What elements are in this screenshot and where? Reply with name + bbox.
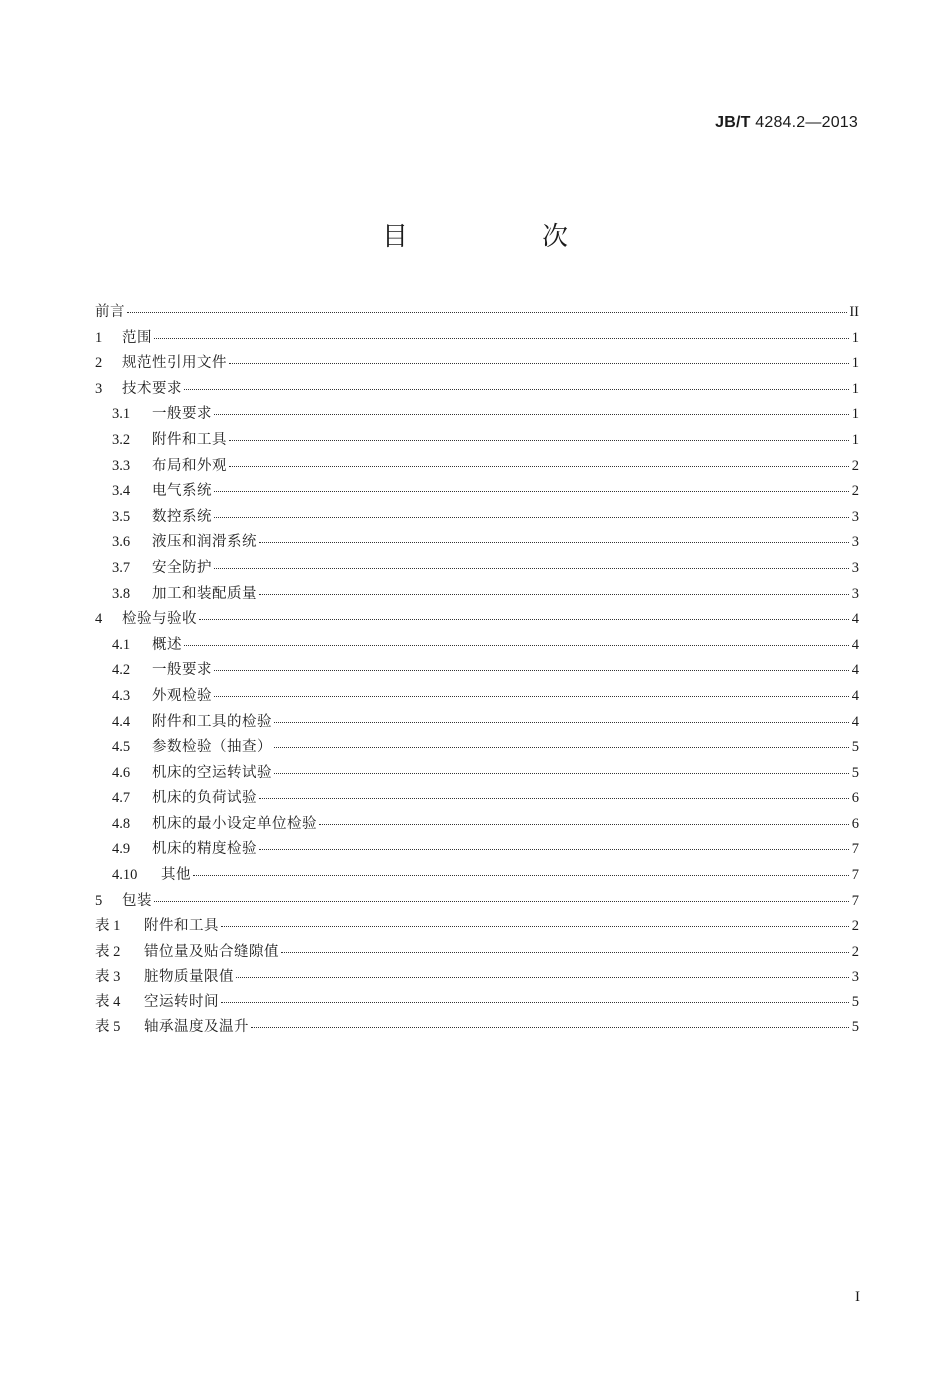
toc-entry-number: 3.5 — [112, 508, 131, 525]
toc-entry-label: 电气系统 — [152, 483, 212, 500]
toc-entry[interactable] — [95, 351, 859, 377]
toc-entry-label: 一般要求 — [152, 662, 212, 679]
toc-entry-label: 其他 — [161, 867, 191, 884]
dot-leader — [259, 849, 849, 850]
toc-entry[interactable] — [95, 428, 859, 454]
toc-entry[interactable] — [95, 633, 859, 659]
toc-entry-page: 2 — [851, 483, 859, 500]
toc-entry-page: 5 — [851, 994, 859, 1011]
toc-entry[interactable] — [95, 377, 859, 403]
page-title: 目 次 — [381, 222, 622, 252]
toc-entry-label: 附件和工具 — [144, 918, 219, 935]
toc-entry[interactable] — [95, 326, 859, 352]
dot-leader — [274, 722, 849, 723]
toc-entry[interactable] — [95, 761, 859, 787]
dot-leader — [184, 645, 849, 646]
toc-entry-page: 5 — [851, 739, 859, 756]
toc-entry-page: 1 — [851, 355, 859, 372]
dot-leader — [221, 1002, 849, 1003]
toc-table-entry[interactable] — [95, 940, 859, 965]
page-number: I — [855, 1289, 860, 1305]
toc-entry-label: 概述 — [152, 636, 182, 653]
toc-entry-page: 1 — [851, 431, 859, 448]
toc-entry-number: 表 1 — [95, 918, 121, 935]
toc-entry-number: 表 3 — [95, 968, 121, 985]
dot-leader — [127, 312, 847, 313]
toc-entry[interactable] — [95, 735, 859, 761]
toc-entry-number: 3.4 — [112, 483, 131, 500]
toc-entry-page: 2 — [851, 457, 859, 474]
toc-entry-label: 包装 — [122, 892, 152, 909]
standard-number: 4284.2—2013 — [755, 114, 858, 131]
dot-leader — [221, 926, 849, 927]
toc-entry-page: 3 — [851, 559, 859, 576]
toc-entry-page: 4 — [851, 662, 859, 679]
dot-leader — [214, 670, 849, 671]
dot-leader — [259, 594, 849, 595]
toc-entry[interactable] — [95, 505, 859, 531]
dot-leader — [281, 952, 849, 953]
toc-entry-number: 4.5 — [112, 739, 131, 756]
toc-entry-page: 6 — [851, 815, 859, 832]
toc-entry[interactable] — [95, 863, 859, 889]
toc-entry-label: 布局和外观 — [152, 457, 227, 474]
toc-entry-number: 4.9 — [112, 841, 131, 858]
toc-entry-page: 4 — [851, 713, 859, 730]
toc-entry-page: 1 — [851, 380, 859, 397]
toc-entry-number: 3.8 — [112, 585, 131, 602]
toc-entry-label: 附件和工具的检验 — [152, 713, 272, 730]
dot-leader — [214, 517, 849, 518]
toc-entry-page: 5 — [851, 764, 859, 781]
dot-leader — [319, 824, 849, 825]
toc-entry-page: 2 — [851, 943, 859, 960]
dot-leader — [229, 440, 849, 441]
toc-entry-page: 1 — [851, 329, 859, 346]
toc-entry-page: 2 — [851, 918, 859, 935]
toc-entry-label: 检验与验收 — [122, 611, 197, 628]
toc-entry[interactable] — [95, 454, 859, 480]
toc-entry-page: 5 — [851, 1019, 859, 1036]
toc-entry-label: 参数检验（抽查） — [152, 739, 272, 756]
toc-entry-page: 3 — [851, 968, 859, 985]
toc-entry-number: 4.4 — [112, 713, 131, 730]
toc-entry-number: 1 — [95, 329, 103, 346]
toc-entry-label: 规范性引用文件 — [122, 355, 227, 372]
toc-entry-label: 机床的负荷试验 — [152, 790, 257, 807]
toc-entry-label: 范围 — [122, 329, 152, 346]
toc-table-entry[interactable] — [95, 914, 859, 939]
toc-entry-label: 空运转时间 — [144, 994, 219, 1011]
toc-entry[interactable] — [95, 402, 859, 428]
dot-leader — [251, 1027, 849, 1028]
toc-entry-label: 附件和工具 — [152, 431, 227, 448]
toc-entry-number: 表 4 — [95, 994, 121, 1011]
toc-entry-number: 4.1 — [112, 636, 131, 653]
toc-entry-label: 机床的精度检验 — [152, 841, 257, 858]
toc-entry-label: 轴承温度及温升 — [144, 1019, 249, 1036]
toc-entry-number: 3.2 — [112, 431, 131, 448]
toc-entry-page: 3 — [851, 508, 859, 525]
dot-leader — [184, 389, 849, 390]
toc-entry-number: 4.8 — [112, 815, 131, 832]
toc-entry-number: 4.6 — [112, 764, 131, 781]
toc-entry-label: 数控系统 — [152, 508, 212, 525]
standard-prefix: JB/T — [715, 114, 751, 131]
dot-leader — [229, 363, 849, 364]
toc-entry[interactable] — [95, 658, 859, 684]
dot-leader — [274, 747, 849, 748]
toc-entry[interactable] — [95, 710, 859, 736]
toc-entry-number: 表 5 — [95, 1019, 121, 1036]
toc-entry-label: 机床的空运转试验 — [152, 764, 272, 781]
toc-entry-label: 液压和润滑系统 — [152, 534, 257, 551]
toc-entry-number: 4.7 — [112, 790, 131, 807]
toc-entry[interactable] — [95, 837, 859, 863]
toc-entry-page: II — [849, 304, 859, 320]
toc-entry-page: 1 — [851, 406, 859, 423]
toc-entry-number: 3.3 — [112, 457, 131, 474]
dot-leader — [214, 414, 849, 415]
toc-entry-page: 7 — [851, 867, 859, 884]
toc-entry[interactable] — [95, 786, 859, 812]
toc-entry-number: 3.7 — [112, 559, 131, 576]
dot-leader — [154, 338, 849, 339]
toc-table-entry[interactable] — [95, 1015, 859, 1040]
toc-entry[interactable] — [95, 582, 859, 608]
toc-entry[interactable] — [95, 530, 859, 556]
toc-entry-page: 4 — [851, 687, 859, 704]
toc-entry-number: 5 — [95, 892, 103, 909]
toc-entry[interactable] — [95, 300, 859, 326]
toc-entry-page: 3 — [851, 534, 859, 551]
toc-entry[interactable] — [95, 889, 859, 915]
dot-leader — [214, 491, 849, 492]
toc-entry-page: 7 — [851, 841, 859, 858]
toc-entry-number: 4.3 — [112, 687, 131, 704]
toc-entry-page: 6 — [851, 790, 859, 807]
toc-entry-number: 2 — [95, 355, 103, 372]
toc-entry-label: 前言 — [95, 304, 125, 320]
toc-entry[interactable] — [95, 479, 859, 505]
toc-entry-label: 机床的最小设定单位检验 — [152, 815, 317, 832]
dot-leader — [259, 798, 849, 799]
toc-entry[interactable] — [95, 607, 859, 633]
toc-entry[interactable] — [95, 812, 859, 838]
toc-entry-label: 脏物质量限值 — [144, 968, 234, 985]
toc-entry-label: 技术要求 — [122, 380, 182, 397]
dot-leader — [214, 696, 849, 697]
toc-table-entry[interactable] — [95, 965, 859, 990]
toc-entry-label: 错位量及贴合缝隙值 — [144, 943, 279, 960]
toc-sections — [95, 300, 859, 914]
toc-entry-number: 4.2 — [112, 662, 131, 679]
toc-entry-page: 4 — [851, 636, 859, 653]
toc-entry-label: 一般要求 — [152, 406, 212, 423]
dot-leader — [199, 619, 849, 620]
dot-leader — [259, 542, 849, 543]
dot-leader — [214, 568, 849, 569]
toc-entry-number: 4.10 — [112, 867, 138, 884]
table-of-contents — [95, 300, 859, 1041]
toc-entry-number: 3.6 — [112, 534, 131, 551]
toc-entry-number: 3 — [95, 380, 103, 397]
dot-leader — [193, 875, 849, 876]
toc-entry-number: 4 — [95, 611, 103, 628]
dot-leader — [154, 901, 849, 902]
toc-entry-page: 7 — [851, 892, 859, 909]
toc-entry-page: 3 — [851, 585, 859, 602]
toc-entry-label: 外观检验 — [152, 687, 212, 704]
toc-entry[interactable] — [95, 684, 859, 710]
toc-entry-page: 4 — [851, 611, 859, 628]
toc-entry-number: 3.1 — [112, 406, 131, 423]
dot-leader — [274, 773, 849, 774]
toc-table-entry[interactable] — [95, 990, 859, 1015]
dot-leader — [236, 977, 849, 978]
toc-entry[interactable] — [95, 556, 859, 582]
dot-leader — [229, 466, 849, 467]
standard-code — [715, 114, 858, 132]
toc-tables — [95, 914, 859, 1040]
toc-entry-number: 表 2 — [95, 943, 121, 960]
toc-entry-label: 加工和装配质量 — [152, 585, 257, 602]
toc-entry-label: 安全防护 — [152, 559, 212, 576]
